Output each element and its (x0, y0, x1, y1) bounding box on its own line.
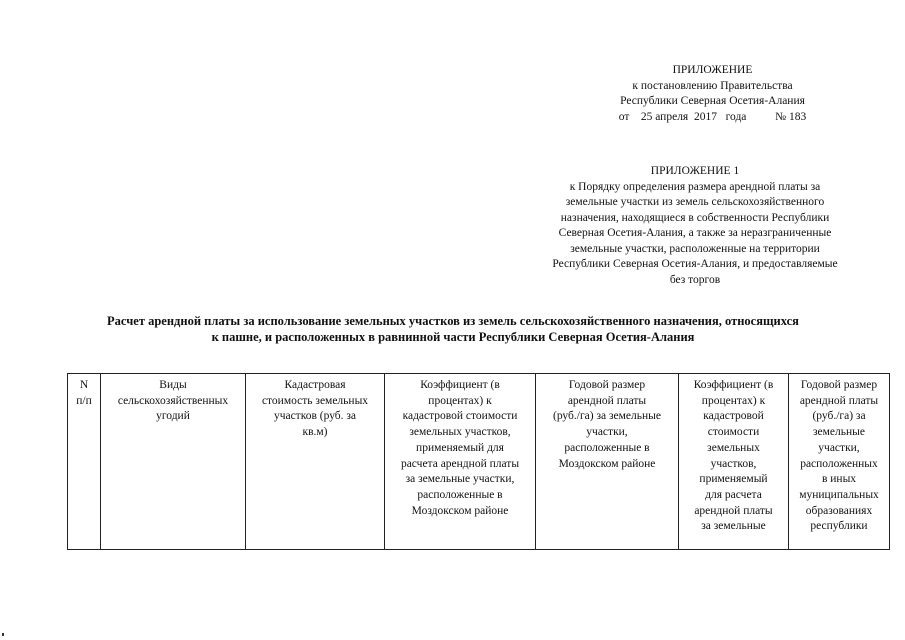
header-line: применяемый (699, 473, 768, 486)
header-line: Моздокском районе (558, 457, 656, 470)
appendix-line: назначения, находящиеся в собственности Республики (560, 211, 830, 224)
rent-calculation-table (67, 373, 890, 550)
header-line: арендной платы (694, 504, 773, 517)
header-line: образованиях (805, 504, 873, 517)
header-annual-rent-other (789, 374, 890, 550)
scan-artifact-mark (2, 633, 4, 636)
header-line: участки, (818, 441, 860, 454)
header-line: Годовой размер (568, 379, 646, 391)
document-title-line-1: Расчет арендной платы за использование земельных участков из земель сельскохозяйственного назначения, относящихся (107, 314, 799, 328)
document-title (30, 313, 876, 345)
approval-line-1: к постановлению Правительства (632, 79, 793, 92)
header-line: Моздокском районе (411, 504, 509, 517)
header-line: Коэффициент (в (693, 379, 774, 391)
header-line: кв.м) (302, 426, 328, 439)
header-line: стоимости (707, 426, 760, 439)
appendix-line: Республики Северная Осетия-Алания, и предоставляемые (552, 258, 838, 270)
appendix-line: к Порядку определения размера арендной платы за (569, 180, 821, 193)
header-line: участки, (586, 426, 628, 439)
approval-block (600, 63, 825, 125)
header-line: процентах) к (701, 394, 766, 407)
header-line: для расчета (705, 488, 762, 501)
document-title-line-2: к пашне, и расположенных в равнинной части Республики Северная Осетия-Алания (211, 330, 695, 344)
header-line: кадастровой стоимости (402, 410, 518, 423)
header-line: расположенных (800, 457, 878, 470)
approval-title: ПРИЛОЖЕНИЕ (672, 64, 753, 76)
appendix-line: земельные участки из земель сельскохозяйственного (565, 196, 825, 208)
header-line: п/п (76, 394, 92, 407)
header-line: за земельные участки, (405, 473, 515, 486)
header-number (68, 374, 101, 550)
header-line: применяемый для (416, 441, 504, 454)
header-land-type (101, 374, 246, 550)
header-line: муниципальных (799, 488, 879, 501)
header-line: Годовой размер (800, 379, 878, 391)
header-line: расположенные в (417, 488, 503, 501)
header-line: Кадастровая (284, 379, 346, 391)
appendix-line: Северная Осетия-Алания, а также за неразграниченные (558, 227, 832, 239)
header-line: угодий (156, 410, 190, 423)
appendix-line: без торгов (669, 273, 721, 286)
header-line: сельскохозяйственных (117, 394, 229, 407)
header-line: арендной платы (567, 394, 647, 407)
header-line: земельных участков, (409, 426, 511, 439)
header-line: арендной платы (799, 394, 879, 407)
header-line: участков, (710, 457, 757, 470)
header-line: (руб./га) за земельные (553, 410, 661, 423)
appendix-title: ПРИЛОЖЕНИЕ 1 (650, 165, 740, 177)
header-line: стоимость земельных (261, 394, 369, 407)
header-line: (руб./га) за (812, 410, 866, 423)
appendix-block (533, 164, 857, 288)
header-line: республики (810, 520, 868, 533)
header-cadastral-value (246, 374, 385, 550)
header-line: Виды (159, 379, 187, 391)
header-line: расположенные в (564, 441, 650, 454)
header-line: земельные (813, 426, 865, 439)
header-line: кадастровой (703, 410, 764, 423)
appendix-line: земельные участки, расположенные на территории (570, 242, 820, 255)
header-line: за земельные (701, 520, 766, 533)
header-line: процентах) к (428, 394, 492, 407)
approval-line-2: Республики Северная Осетия-Алания (620, 95, 805, 107)
header-line: земельных (707, 441, 760, 454)
header-line: в иных (821, 473, 857, 486)
header-annual-rent-mozdok (536, 374, 679, 550)
header-line: Коэффициент (в (420, 379, 500, 391)
header-line: N (79, 379, 89, 391)
header-coefficient-other (679, 374, 789, 550)
header-line: участков (руб. за (273, 410, 357, 423)
header-coefficient-mozdok (385, 374, 536, 550)
approval-date-line: от 25 апреля 2017 года № 183 (618, 110, 807, 123)
header-line: расчета арендной платы (400, 457, 520, 470)
table-header-row (68, 374, 890, 550)
